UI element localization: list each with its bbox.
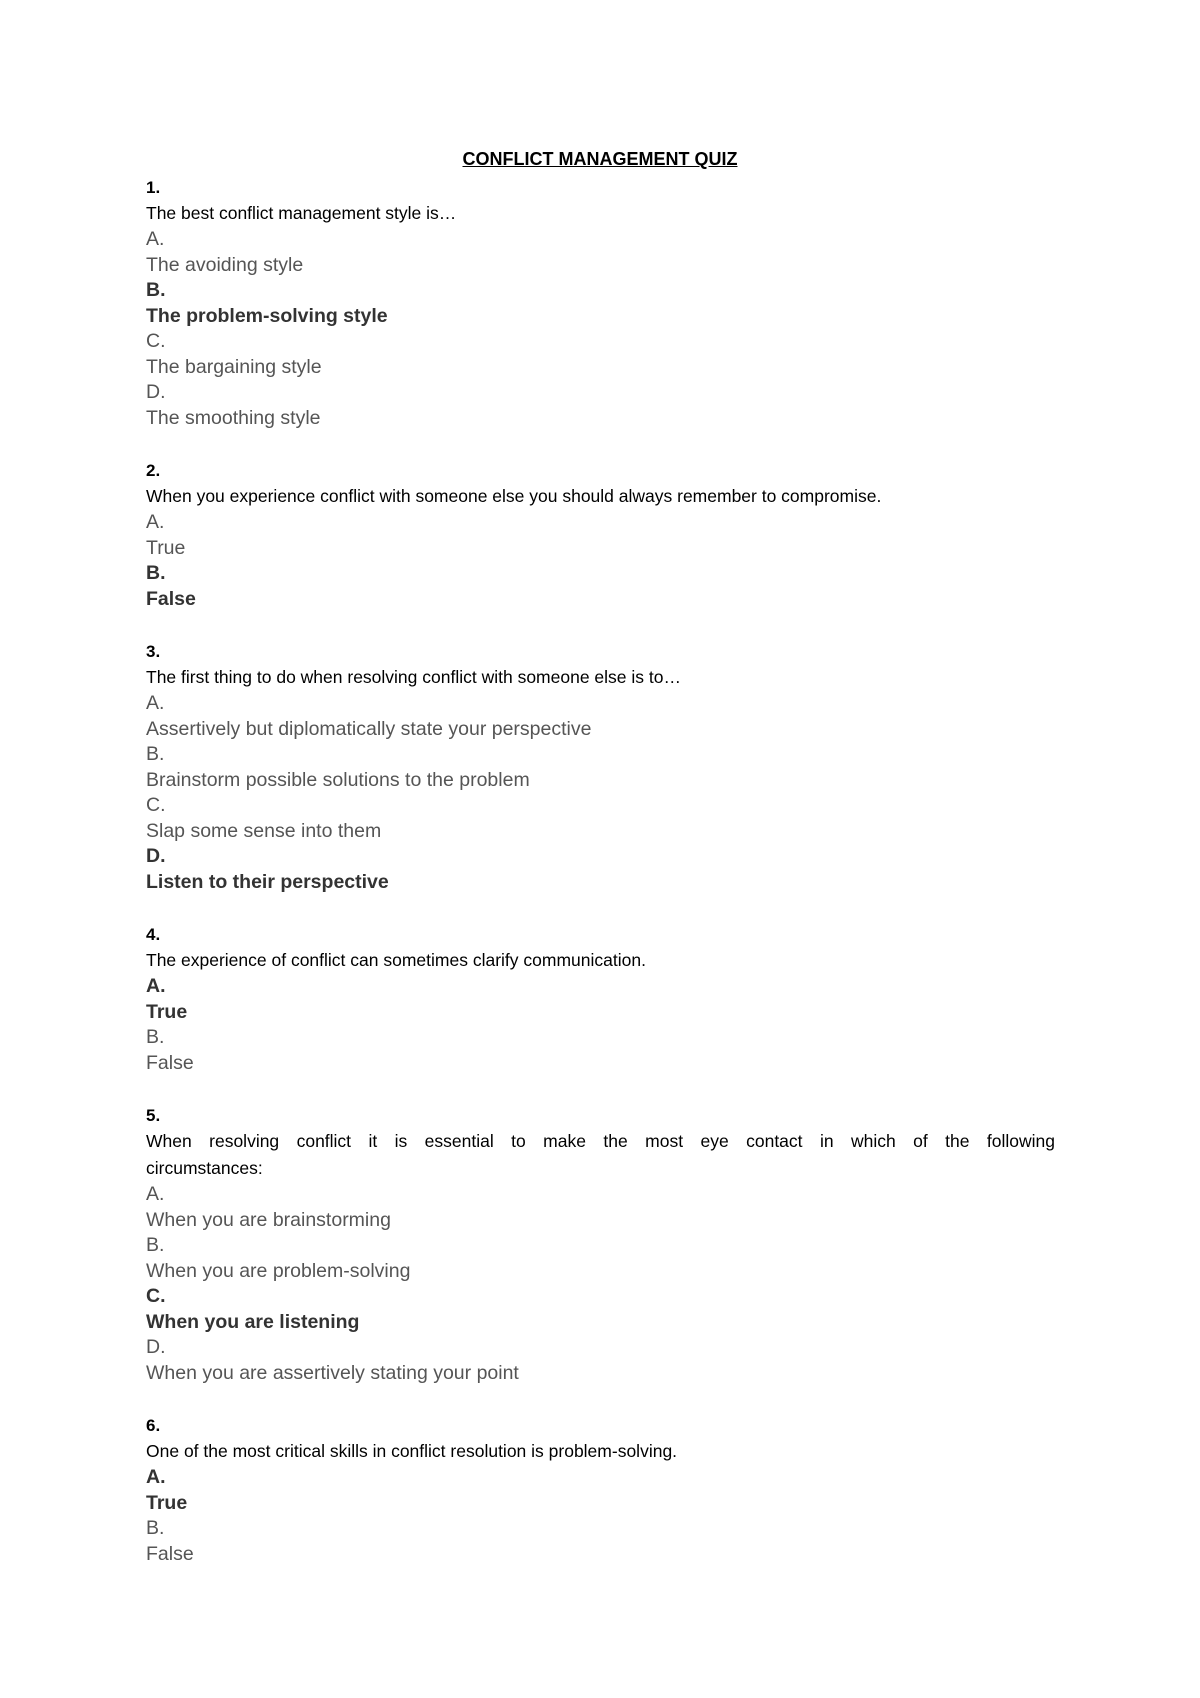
question-number: 6. (146, 1416, 161, 1435)
answer-option (146, 691, 1055, 742)
option-letter: A. (146, 1183, 165, 1205)
option-text: The problem-solving style (146, 304, 388, 327)
option-text: False (146, 1051, 194, 1074)
answer-option (146, 380, 1055, 431)
option-letter: B. (146, 279, 166, 301)
quiz-content (146, 175, 1055, 1594)
question-text: The experience of conflict can sometimes clarify communication. (146, 950, 646, 970)
option-letter: D. (146, 845, 166, 867)
question-number: 1. (146, 178, 161, 197)
option-letter: A. (146, 1466, 166, 1488)
answer-option (146, 329, 1055, 380)
quiz-question-3 (146, 639, 1055, 895)
option-letter: A. (146, 692, 165, 714)
answer-option (146, 1233, 1055, 1284)
option-text: When you are brainstorming (146, 1208, 391, 1231)
quiz-title: CONFLICT MANAGEMENT QUIZ (462, 149, 738, 169)
option-text: True (146, 1000, 188, 1023)
answer-option (146, 793, 1055, 844)
question-text: One of the most critical skills in conflict resolution is problem-solving. (146, 1441, 678, 1461)
option-text: When you are assertively stating your point (146, 1361, 519, 1384)
answer-option (146, 1182, 1055, 1233)
answer-option (146, 1516, 1055, 1567)
option-letter: B. (146, 1517, 165, 1539)
question-text: The first thing to do when resolving conflict with someone else is to… (146, 667, 681, 687)
option-letter: C. (146, 794, 166, 816)
quiz-question-4 (146, 922, 1055, 1076)
option-letter: B. (146, 743, 165, 765)
answer-option (146, 742, 1055, 793)
option-text: False (146, 1542, 194, 1565)
option-text: False (146, 587, 196, 610)
answer-option (146, 1335, 1055, 1386)
option-text: The smoothing style (146, 406, 321, 429)
option-letter: B. (146, 562, 166, 584)
option-letter: C. (146, 1285, 166, 1307)
option-text: The avoiding style (146, 253, 304, 276)
option-letter: A. (146, 511, 165, 533)
correct-answer-option (146, 278, 1055, 329)
question-text: The best conflict management style is… (146, 203, 457, 223)
question-number: 5. (146, 1106, 161, 1125)
quiz-question-6 (146, 1413, 1055, 1567)
option-text: Slap some sense into them (146, 819, 382, 842)
quiz-question-1 (146, 175, 1055, 431)
option-text: Assertively but diplomatically state your perspective (146, 717, 592, 740)
correct-answer-option (146, 1284, 1055, 1335)
answer-option (146, 1025, 1055, 1076)
option-letter: D. (146, 381, 166, 403)
option-letter: A. (146, 975, 166, 997)
correct-answer-option (146, 974, 1055, 1025)
option-text: Brainstorm possible solutions to the problem (146, 768, 530, 791)
option-letter: A. (146, 228, 165, 250)
option-letter: C. (146, 330, 166, 352)
question-number: 4. (146, 925, 161, 944)
option-text: True (146, 536, 186, 559)
correct-answer-option (146, 844, 1055, 895)
answer-option (146, 227, 1055, 278)
option-text: The bargaining style (146, 355, 322, 378)
question-number: 3. (146, 642, 161, 661)
answer-option (146, 510, 1055, 561)
option-text: When you are listening (146, 1310, 360, 1333)
option-letter: B. (146, 1234, 165, 1256)
option-letter: D. (146, 1336, 166, 1358)
quiz-question-5 (146, 1103, 1055, 1386)
question-number: 2. (146, 461, 161, 480)
question-text: When you experience conflict with someone else you should always remember to compromise. (146, 486, 882, 506)
option-text: Listen to their perspective (146, 870, 389, 893)
option-text: True (146, 1491, 188, 1514)
option-letter: B. (146, 1026, 165, 1048)
option-text: When you are problem-solving (146, 1259, 411, 1282)
correct-answer-option (146, 1465, 1055, 1516)
quiz-question-2 (146, 458, 1055, 612)
question-text: When resolving conflict it is essential to make the most eye contact in which of the following circumstances: (146, 1131, 1055, 1178)
correct-answer-option (146, 561, 1055, 612)
